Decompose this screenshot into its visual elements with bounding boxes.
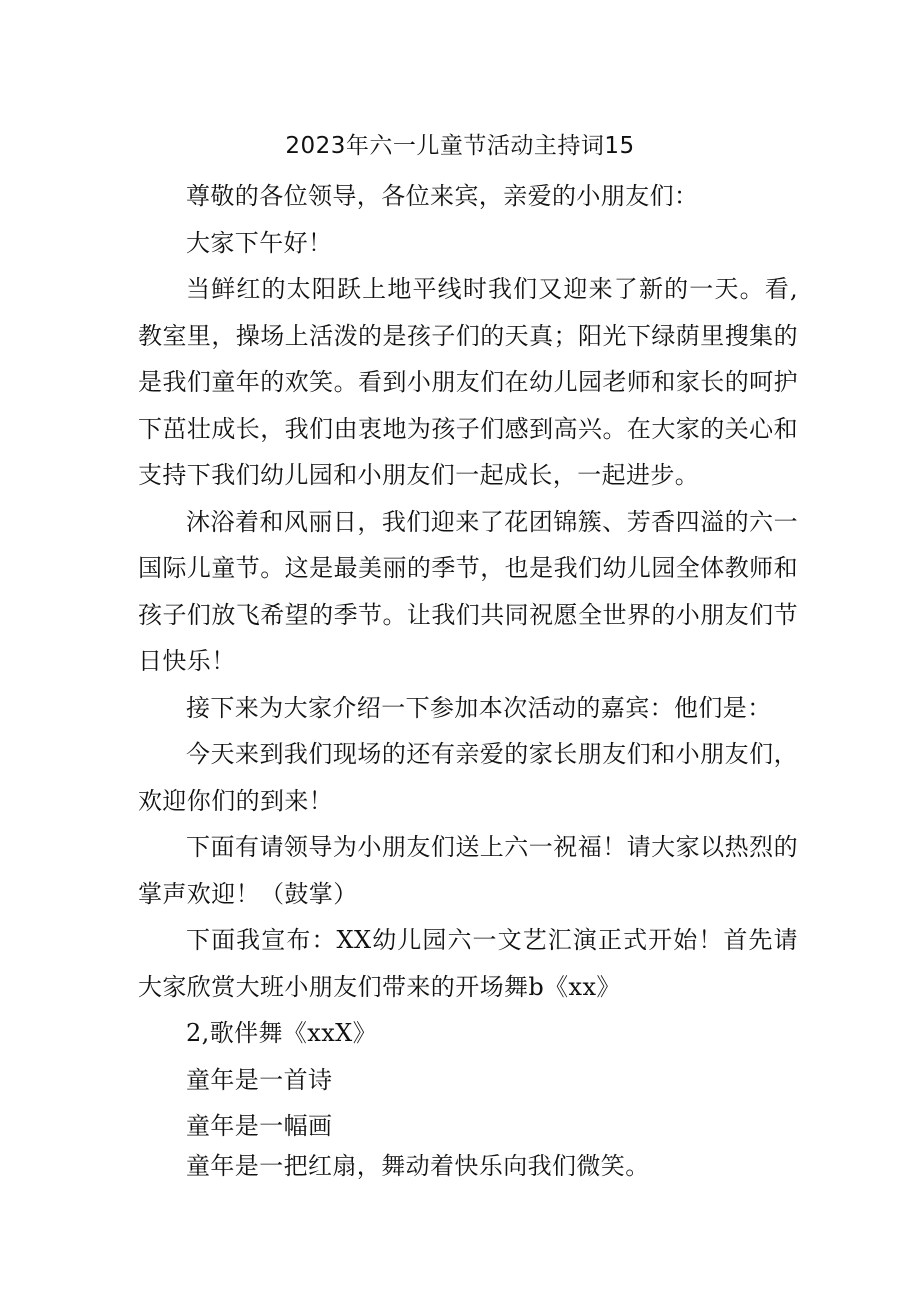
document-body — [138, 173, 798, 1184]
paragraph-program-2: 2,歌伴舞《xxX》 — [186, 1019, 378, 1047]
document-title: 2023年六一儿童节活动主持词15 — [285, 133, 635, 159]
paragraph-opening-announcement: 下面我宣布：XX幼儿园六一文艺汇演正式开始！首先请大家欣赏大班小朋友们带来的开场舞b《xx》 — [138, 926, 798, 1001]
paragraph-greeting: 尊敬的各位领导，各位来宾，亲爱的小朋友们： — [186, 182, 699, 210]
paragraph-childrens-day: 沐浴着和风丽日，我们迎来了花团锦簇、芳香四溢的六一国际儿童节。这是最美丽的季节，也是我们幼儿园全体教师和孩子们放飞希望的季节。让我们共同祝愿全世界的小朋友们节日快乐！ — [138, 507, 798, 675]
paragraph-leader-blessing: 下面有请领导为小朋友们送上六一祝福！请大家以热烈的掌声欢迎！（鼓掌） — [138, 833, 798, 908]
paragraph-poem-line-1: 童年是一首诗 — [186, 1065, 333, 1094]
paragraph-good-afternoon: 大家下午好！ — [186, 228, 333, 257]
paragraph-guests: 接下来为大家介绍一下参加本次活动的嘉宾：他们是： — [186, 693, 772, 722]
paragraph-sunrise: 当鲜红的太阳跃上地平线时我们又迎来了新的一天。看,教室里，操场上活泼的是孩子们的天真；阳光下绿荫里搜集的是我们童年的欢笑。看到小朋友们在幼儿园老师和家长的呵护下茁壮成长，我们由衷地为孩子们感到高兴。在大家的关心和支持下我们幼儿园和小朋友们一起成长，一起进步。 — [138, 275, 798, 489]
paragraph-poem-line-3: 童年是一把红扇，舞动着快乐向我们微笑。 — [186, 1151, 650, 1180]
paragraph-poem-line-2: 童年是一幅画 — [186, 1112, 333, 1140]
paragraph-welcome-parents: 今天来到我们现场的还有亲爱的家长朋友们和小朋友们，欢迎你们的到来！ — [138, 740, 798, 815]
